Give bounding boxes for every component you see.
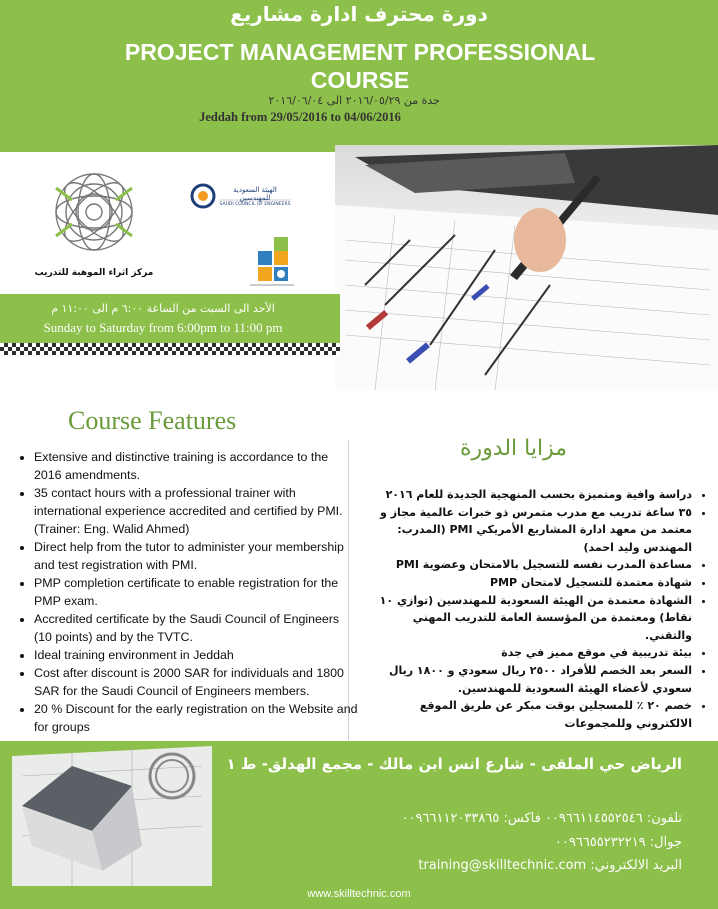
features-title-arabic: مزايا الدورة [460, 436, 567, 461]
feature-item-arabic: • دراسة وافية ومتميزة بحسب المنهجية الجديدة للعام ٢٠١٦ [372, 486, 692, 504]
gantt-illustration [335, 145, 718, 390]
features-list [20, 448, 359, 736]
phone-fax: تلفون: ٠٠٩٦٦١١٤٥٥٢٥٤٦ فاكس: ٠٠٩٦٦١١٢٠٣٣٨٦٥ [401, 811, 682, 826]
feature-item: • Cost after discount is 2000 SAR for individuals and 1800 SAR for the Saudi Council of Engineers members. [34, 664, 359, 700]
dates-english: Jeddah from 29/05/2016 to 04/06/2016 [199, 110, 401, 124]
tvtc-emblem-icon [246, 237, 298, 289]
sce-arabic-name: الهيئة السعودية للمهندسين [233, 186, 277, 202]
feature-item: • 20 % Discount for the early registration on the Website and for groups [34, 700, 359, 736]
address: الرياض حي الملقى - شارع انس ابن مالك - مجمع الهدلق- ط ١ [226, 755, 682, 773]
feature-item-arabic: • ٣٥ ساعة تدريب مع مدرب متمرس ذو خبرات عالمية مجاز و معتمد من معهد ادارة المشاريع الأمريكي PMI (المدرب: المهندس وليد احمد) [372, 504, 692, 557]
schedule-english: Sunday to Saturday from 6:00pm to 11:00 pm [43, 320, 283, 335]
course-title-line-2: COURSE [310, 67, 410, 93]
feature-item: • Direct help from the tutor to administer your membership and test registration with PMI. [34, 538, 359, 574]
rosette-logo-icon [14, 158, 174, 266]
feature-item: • 35 contact hours with a professional trainer with international experience accredited and certified by PMI. (Trainer: Eng. Walid Ahmed) [34, 484, 359, 538]
schedule-band [0, 294, 340, 343]
feature-item: • Extensive and distinctive training is accordance to the 2016 amendments. [34, 448, 359, 484]
feature-item-arabic: • السعر بعد الخصم للأفراد ٢٥٠٠ ريال سعودي و ١٨٠٠ ريال سعودي لأعضاء الهيئة السعودية للمهندسين. [372, 662, 692, 697]
house-blueprint-image [12, 736, 212, 886]
training-center-logo [14, 158, 174, 286]
course-title-line-1: PROJECT MANAGEMENT PROFESSIONAL [124, 39, 596, 65]
features-title: Course Features [68, 406, 237, 435]
arabic-course-title: دورة محترف ادارة مشاريع [230, 2, 488, 26]
feature-item: • PMP completion certificate to enable registration for the PMP exam. [34, 574, 359, 610]
sce-english-name: SAUDI COUNCIL OF ENGINEERS [219, 202, 291, 207]
feature-item-arabic: • شهادة معتمدة للتسجيل لامتحان PMP [372, 574, 692, 592]
website-link[interactable]: www.skilltechnic.com [307, 888, 411, 900]
sce-logo [183, 158, 297, 232]
features-list-arabic [372, 486, 708, 732]
house-illustration [12, 736, 212, 886]
checker-divider [0, 343, 340, 355]
feature-item: • Ideal training environment in Jeddah [34, 646, 359, 664]
dates-arabic: جدة من ٢٠١٦/٠٥/٢٩ الى ٢٠١٦/٠٦/٠٤ [268, 94, 440, 107]
schedule-arabic: الأحد الى السبت من الساعة ٦:٠٠ م الى ١١:٠٠ م [51, 302, 275, 315]
email-label: البريد الالكتروني: [590, 858, 682, 873]
feature-item: • Accredited certificate by the Saudi Council of Engineers (10 points) and by the TVTC. [34, 610, 359, 646]
hero-image [335, 145, 718, 390]
email-link[interactable]: training@skilltechnic.com [418, 858, 587, 873]
training-center-name: مركز اثراء الموهبة للتدريب [34, 268, 154, 278]
mobile: جوال: ٠٠٩٦٦٥٥٢٣٢٢١٩ [554, 835, 682, 850]
feature-item-arabic: • بيئة تدريبية في موقع مميز في جدة [372, 644, 692, 662]
email-line [300, 858, 682, 873]
course-title [40, 38, 680, 94]
feature-item-arabic: • خصم ٢٠ ٪ للمسجلين بوقت مبكر عن طريق الموقع الالكتروني وللمجموعات [372, 697, 692, 732]
feature-item-arabic: • الشهادة معتمدة من الهيئة السعودية للمهندسين (توازي ١٠ نقاط) ومعتمدة من المؤسسة العامة للتدريب المهني والتقني. [372, 592, 692, 645]
feature-item-arabic: • مساعدة المدرب نفسه للتسجيل بالامتحان وعضوية PMI [372, 556, 692, 574]
tvtc-logo [246, 237, 298, 289]
